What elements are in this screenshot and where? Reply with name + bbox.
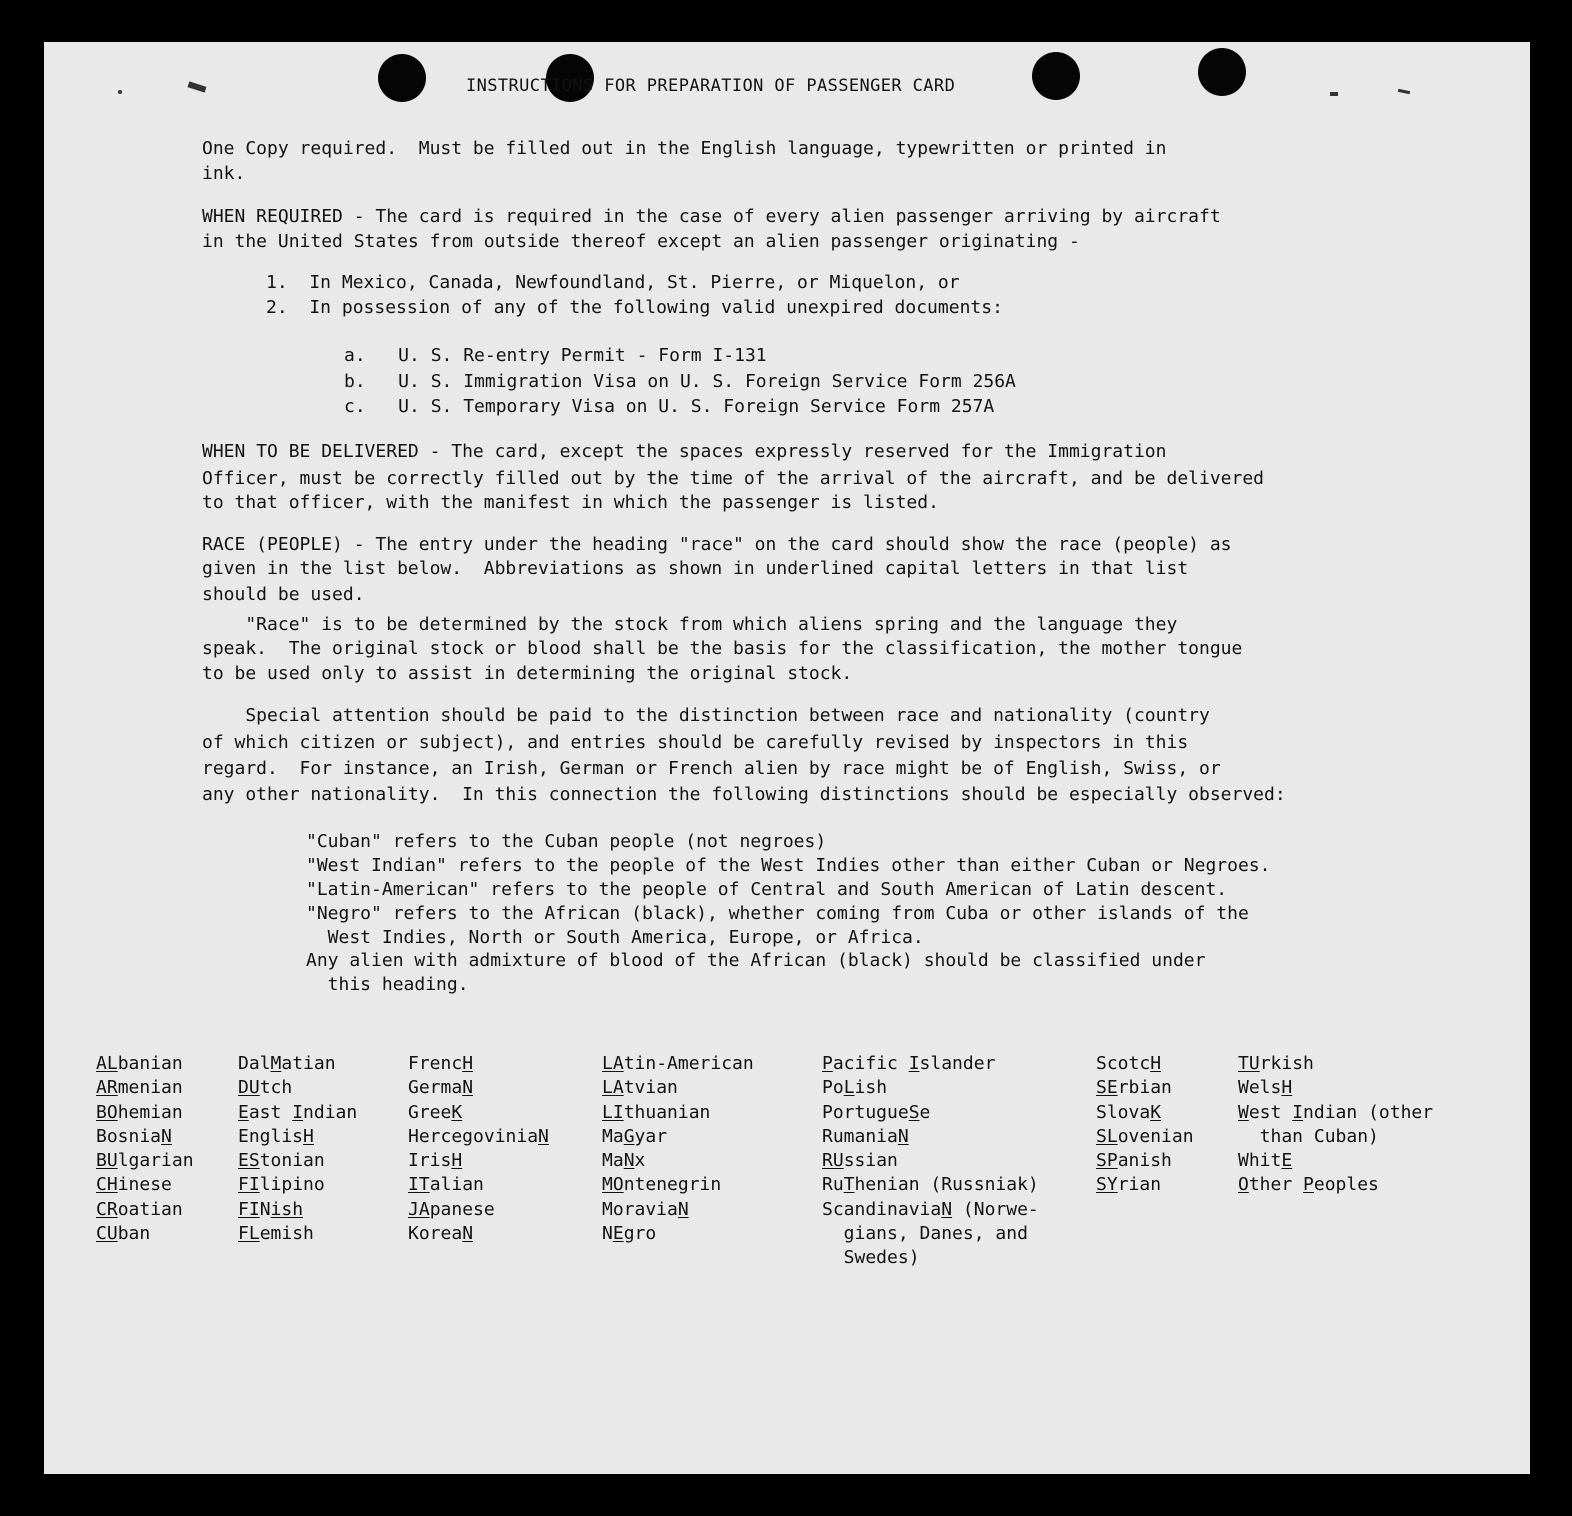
ethnic-entry: DalMatian	[238, 1053, 336, 1074]
race-line: should be used.	[202, 584, 365, 605]
ethnic-entry: PortugueSe	[822, 1101, 931, 1123]
ethnic-entry: BosniaN	[96, 1125, 172, 1147]
ethnic-entry: BOhemian	[96, 1101, 183, 1123]
ethnic-entry: MOntenegrin	[602, 1174, 722, 1196]
speck	[1330, 92, 1338, 96]
punch-hole	[378, 54, 426, 102]
ethnic-entry: LAtin-American	[602, 1053, 754, 1074]
ethnic-entry: Other Peoples	[1238, 1174, 1379, 1196]
origin-item: 2. In possession of any of the following valid unexpired documents:	[266, 297, 1003, 318]
punch-hole	[1032, 52, 1080, 100]
ethnic-entry: LAtvian	[602, 1077, 678, 1099]
ethnic-entry: MaNx	[602, 1150, 646, 1172]
speck	[188, 81, 207, 92]
ethnic-entry: ITalian	[408, 1174, 484, 1196]
ethnic-entry: HercegoviniaN	[408, 1125, 549, 1147]
ethnic-entry: RumaniaN	[822, 1125, 909, 1147]
ethnic-entry: MaGyar	[602, 1125, 668, 1147]
ethnic-entry: EStonian	[238, 1150, 325, 1172]
ethnic-column	[96, 1052, 194, 1246]
ethnic-entry: West Indian (other	[1238, 1101, 1434, 1123]
ethnic-entry: SErbian	[1096, 1077, 1172, 1099]
ethnic-entry: ScotcH	[1096, 1053, 1162, 1074]
intro-line: ink.	[202, 163, 246, 184]
ethnic-entry: FrencH	[408, 1053, 474, 1074]
ethnic-entry: CUban	[96, 1223, 151, 1245]
ethnic-column	[822, 1052, 1039, 1271]
special-attention-line: of which citizen or subject), and entries should be carefully revised by inspectors in this	[202, 732, 1189, 753]
speck	[1398, 89, 1410, 94]
intro-line: One Copy required. Must be filled out in the English language, typewritten or printed in	[202, 138, 1167, 159]
when-required-line: WHEN REQUIRED - The card is required in the case of every alien passenger arriving by aircraft	[202, 206, 1221, 227]
distinction-line: this heading.	[306, 974, 469, 995]
ethnic-entry: NEgro	[602, 1223, 657, 1245]
ethnic-entry: MoraviaN	[602, 1198, 689, 1220]
ethnic-entry: Pacific Islander	[822, 1053, 996, 1074]
ethnic-entry: WelsH	[1238, 1077, 1293, 1099]
when-delivered-line: WHEN TO BE DELIVERED - The card, except the spaces expressly reserved for the Immigration	[202, 441, 1167, 462]
ethnic-entry: TUrkish	[1238, 1053, 1314, 1074]
ethnic-entry: PoLish	[822, 1077, 888, 1099]
ethnic-entry: ALbanian	[96, 1053, 183, 1074]
race-definition-line: "Race" is to be determined by the stock from which aliens spring and the language they	[202, 614, 1178, 635]
ethnic-column	[1096, 1052, 1194, 1198]
distinction-line: "West Indian" refers to the people of the West Indies other than either Cuban or Negroes.	[306, 855, 1271, 876]
ethnic-entry: gians, Danes, and	[822, 1223, 1028, 1245]
speck	[118, 90, 122, 94]
ethnic-entry: ARmenian	[96, 1077, 183, 1099]
special-attention-line: Special attention should be paid to the distinction between race and nationality (country	[202, 705, 1210, 726]
race-line: RACE (PEOPLE) - The entry under the heading "race" on the card should show the race (people) as	[202, 534, 1232, 555]
ethnic-entry: IrisH	[408, 1150, 463, 1172]
distinction-line: "Latin-American" refers to the people of Central and South American of Latin descent.	[306, 879, 1228, 900]
ethnic-column	[602, 1052, 754, 1246]
page-title: INSTRUCTIONS FOR PREPARATION OF PASSENGER CARD	[466, 76, 956, 96]
ethnic-column	[238, 1052, 357, 1246]
race-definition-line: to be used only to assist in determining the original stock.	[202, 663, 853, 684]
ethnic-entry: Swedes)	[822, 1247, 920, 1269]
document-item: b. U. S. Immigration Visa on U. S. Foreign Service Form 256A	[344, 371, 1016, 392]
ethnic-column	[408, 1052, 549, 1246]
ethnic-column	[1238, 1052, 1433, 1198]
when-required-line: in the United States from outside thereof except an alien passenger originating -	[202, 231, 1080, 252]
ethnic-entry: GreeK	[408, 1101, 463, 1123]
distinction-line: West Indies, North or South America, Europe, or Africa.	[306, 927, 924, 948]
race-definition-line: speak. The original stock or blood shall be the basis for the classification, the mother tongue	[202, 638, 1243, 659]
distinction-line: Any alien with admixture of blood of the African (black) should be classified under	[306, 950, 1206, 971]
ethnic-entry: ScandinaviaN (Norwe-	[822, 1198, 1039, 1220]
ethnic-entry: CHinese	[96, 1174, 172, 1196]
ethnic-entry: SYrian	[1096, 1174, 1162, 1196]
ethnic-entry: BUlgarian	[96, 1150, 194, 1172]
ethnic-entry: KoreaN	[408, 1223, 474, 1245]
origin-item: 1. In Mexico, Canada, Newfoundland, St. Pierre, or Miquelon, or	[266, 272, 960, 293]
ethnic-entry: than Cuban)	[1238, 1125, 1379, 1147]
ethnic-entry: JApanese	[408, 1198, 495, 1220]
ethnic-entry: East Indian	[238, 1101, 358, 1123]
ethnic-entry: WhitE	[1238, 1150, 1293, 1172]
ethnic-entry: GermaN	[408, 1077, 474, 1099]
ethnic-entry: SLovenian	[1096, 1125, 1194, 1147]
ethnic-entry: RuThenian (Russniak)	[822, 1174, 1039, 1196]
punch-hole	[1198, 48, 1246, 96]
ethnic-entry: FIlipino	[238, 1174, 325, 1196]
ethnic-entry: CRoatian	[96, 1198, 183, 1220]
distinction-line: "Negro" refers to the African (black), whether coming from Cuba or other islands of the	[306, 903, 1249, 924]
ethnic-entry: FINish	[238, 1198, 304, 1220]
when-delivered-line: Officer, must be correctly filled out by the time of the arrival of the aircraft, and be delivered	[202, 468, 1265, 489]
ethnic-entry: RUssian	[822, 1150, 898, 1172]
ethnic-entry: SPanish	[1096, 1150, 1172, 1172]
distinction-line: "Cuban" refers to the Cuban people (not negroes)	[306, 831, 827, 852]
race-line: given in the list below. Abbreviations as shown in underlined capital letters in that list	[202, 558, 1189, 579]
document-item: c. U. S. Temporary Visa on U. S. Foreign Service Form 257A	[344, 396, 995, 417]
special-attention-line: regard. For instance, an Irish, German or French alien by race might be of English, Swiss, or	[202, 758, 1221, 779]
ethnic-entry: FLemish	[238, 1223, 314, 1245]
when-delivered-line: to that officer, with the manifest in which the passenger is listed.	[202, 492, 939, 513]
ethnic-entry: EnglisH	[238, 1125, 314, 1147]
ethnic-entry: LIthuanian	[602, 1101, 711, 1123]
ethnic-entry: DUtch	[238, 1077, 293, 1099]
special-attention-line: any other nationality. In this connection the following distinctions should be especially observed:	[202, 784, 1286, 805]
document-item: a. U. S. Re-entry Permit - Form I-131	[344, 345, 767, 366]
ethnic-entry: SlovaK	[1096, 1101, 1162, 1123]
